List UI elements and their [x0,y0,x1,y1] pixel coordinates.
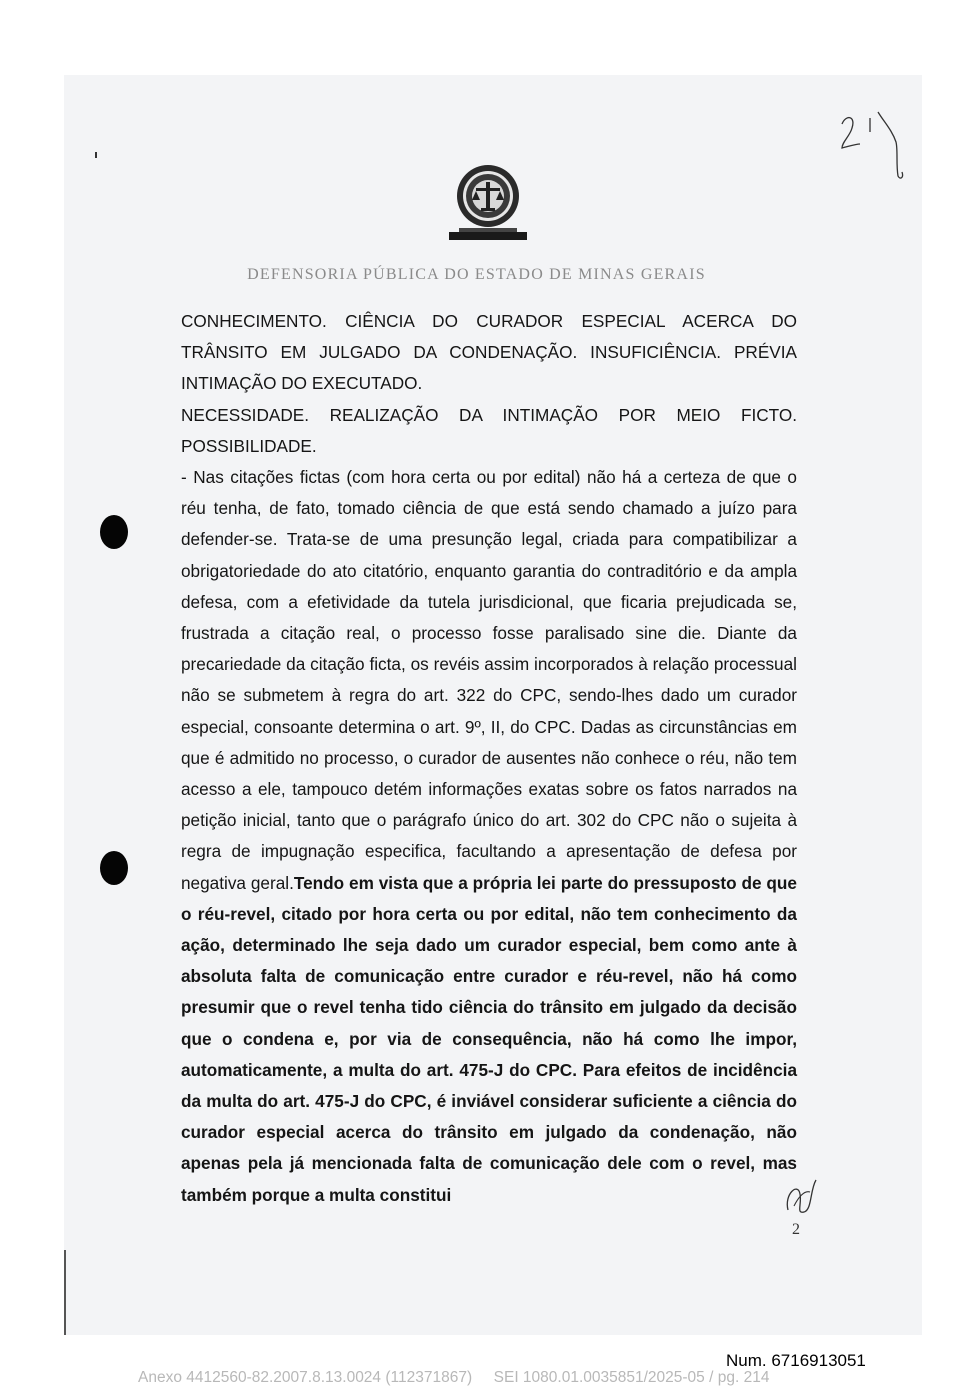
institution-seal-icon [445,162,531,244]
handwritten-initials [780,1170,820,1220]
body-regular-text: - Nas citações fictas (com hora certa ou por edital) não há a certeza de que o réu tenha, de fato, tomado ciência de que está sendo chamado a juízo para defender-se. Trata-se de uma presunção legal, criada para compatibilizar a obrigatoriedade do ato citatório, enquanto garantia do contraditório e da ampla defesa, com a efetividade da tutela jurisdicional, que ficaria prejudicada se, frustrada a citação real, o processo fosse paralisado sine die. Diante da precariedade da citação ficta, os revéis assim incorporados à relação processual não se submetem à regra do art. 322 do CPC, sendo-lhes dado um curador especial, consoante determina o art. 9º, II, do CPC. Dadas as circunstâncias em que é admitido no processo, o curador de ausentes não conhece o réu, não tem acesso a ele, tampouco detém informações exatas sobre os fatos narrados na petição inicial, tanto que o parágrafo único do art. 302 do CPC não o sujeita à regra de impugnação especifica, facultando a apresentação de defesa por negativa geral. [181,467,797,893]
punch-hole-top [100,515,128,549]
body-paragraph [181,462,797,1211]
handwritten-folio-number [838,108,918,188]
annex-reference: Anexo 4412560-82.2007.8.13.0024 (112371867) SEI 1080.01.0035851/2025-05 / pg. 214 [138,1369,770,1386]
document-body [181,306,797,1211]
heading-paragraph-1: CONHECIMENTO. CIÊNCIA DO CURADOR ESPECIAL ACERCA DO TRÂNSITO EM JULGADO DA CONDENAÇÃO. INSUFICIÊNCIA. PRÉVIA INTIMAÇÃO DO EXECUTADO. [181,311,797,394]
institution-name: DEFENSORIA PÚBLICA DO ESTADO DE MINAS GERAIS [247,266,706,283]
punch-hole-bottom [100,851,128,885]
body-bold-text: Tendo em vista que a própria lei parte do pressuposto de que o réu-revel, citado por hora certa ou por edital, não tem conhecimento da ação, determinado lhe seja dado um curador especial, bem como ante à absoluta falta de comunicação entre curador e réu-revel, não há como presumir que o revel tenha tido ciência do trânsito em julgado da decisão que o condena e, por via de consequência, não há como lhe impor, automaticamente, a multa do art. 475-J do CPC. Para efeitos de incidência da multa do art. 475-J do CPC, é inviável considerar suficiente a ciência do curador especial acerca do trânsito em julgado da condenação, não apenas pela já mencionada falta de comunicação dele com o revel, mas também porque a multa constitui [181,872,797,1205]
page-edge-shadow [64,1250,66,1335]
heading-paragraph-2: NECESSIDADE. REALIZAÇÃO DA INTIMAÇÃO POR MEIO FICTO. POSSIBILIDADE. [181,404,797,456]
document-number: Num. 6716913051 [726,1351,866,1370]
scan-mark [95,152,97,158]
page-number: 2 [792,1221,800,1238]
